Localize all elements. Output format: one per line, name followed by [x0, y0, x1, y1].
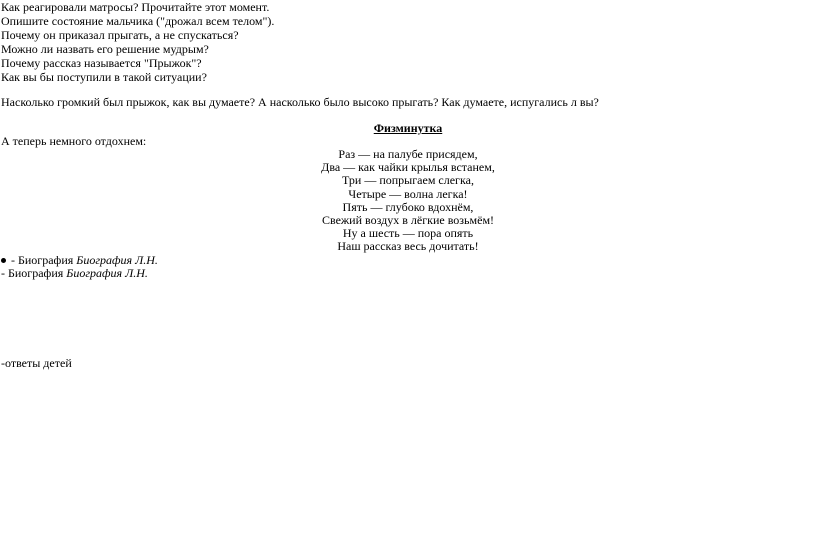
- answers-note: -ответы детей: [1, 356, 72, 370]
- poem-line-6: Свежий воздух в лёгкие возьмём!: [321, 213, 495, 227]
- biography-italic-1: Биография Л.Н.: [76, 253, 158, 267]
- poem-line-1: Раз — на палубе присядем,: [338, 147, 478, 161]
- bullet-icon: [1, 258, 6, 263]
- biography-line-2: [1, 266, 148, 281]
- question-line-3: Почему он приказал прыгать, а не спускаться?: [1, 28, 239, 42]
- question-line-1: Как реагировали матросы? Прочитайте этот момент.: [1, 0, 270, 14]
- biography-prefix-1: - Биография: [8, 253, 77, 267]
- poem-line-5: Пять — глубоко вдохнём,: [342, 200, 474, 214]
- biography-prefix-2: - Биография: [1, 266, 67, 280]
- poem-line-7: Ну а шесть — пора опять: [342, 226, 474, 240]
- question-extra: Насколько громкий был прыжок, как вы думаете? А насколько было высоко прыгать? Как думаете, испугались л вы?: [1, 95, 599, 109]
- question-line-4: Можно ли назвать его решение мудрым?: [1, 42, 209, 56]
- biography-italic-2: Биография Л.Н.: [66, 266, 148, 280]
- poem-line-4: Четыре — волна легка!: [348, 187, 468, 201]
- poem-line-8: Наш рассказ весь дочитать!: [337, 239, 479, 253]
- fizminutka-title: Физминутка: [373, 121, 443, 135]
- poem-line-3: Три — попрыгаем слегка,: [342, 173, 474, 187]
- question-line-2: Опишите состояние мальчика ("дрожал всем телом").: [1, 14, 275, 28]
- fizminutka-intro: А теперь немного отдохнем:: [1, 134, 147, 148]
- poem-line-2: Два — как чайки крылья встанем,: [321, 160, 495, 174]
- question-line-5: Почему рассказ называется "Прыжок"?: [1, 56, 202, 70]
- question-line-6: Как вы бы поступили в такой ситуации?: [1, 70, 207, 84]
